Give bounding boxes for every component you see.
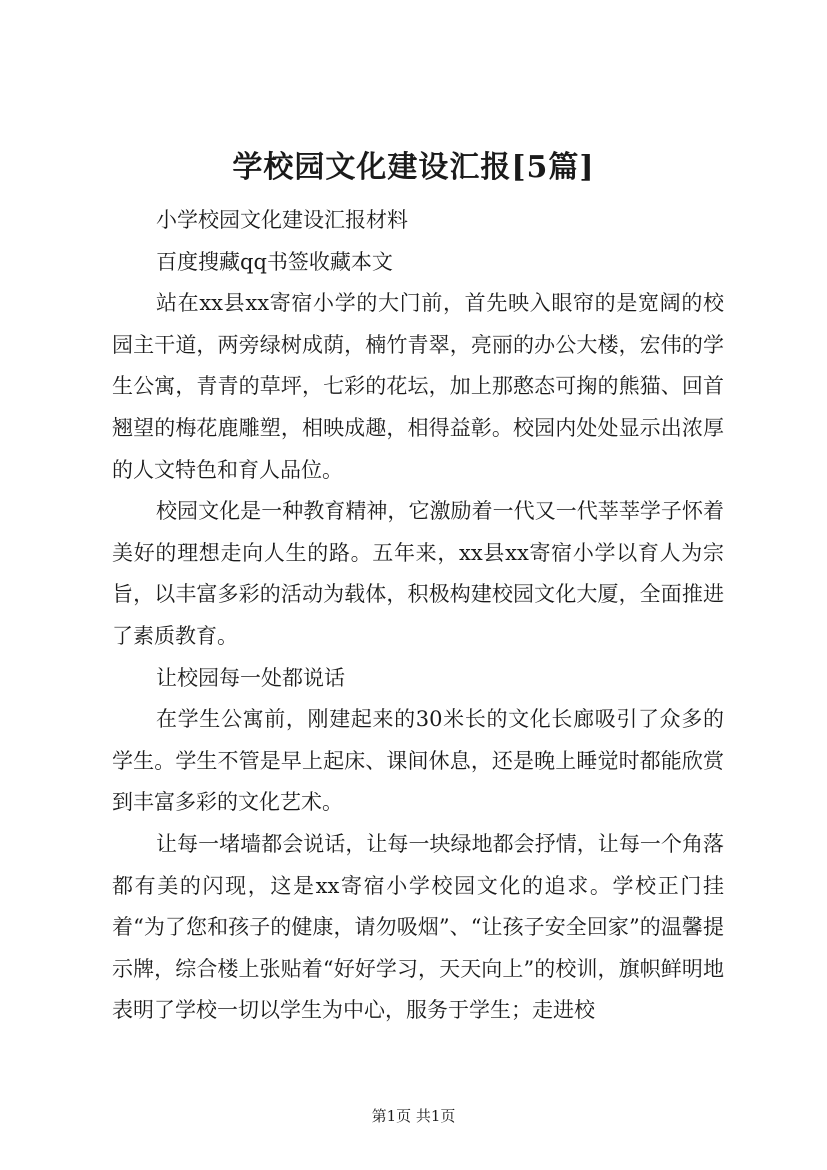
section-heading: 让校园每一处都说话 <box>156 665 345 690</box>
document-title: 学校园文化建设汇报[5篇] <box>232 150 595 185</box>
paragraph-subtitle: 小学校园文化建设汇报材料 <box>156 208 408 232</box>
page-footer: 第1页 共1页 <box>371 1107 456 1125</box>
paragraph-culture-corridor: 在学生公寓前，刚建起来的30米长的文化长廊吸引了众多的学生。学生不管是早上起床、课间休息，还是晚上睡觉时都能欣赏到丰富多彩的文化艺术。 <box>112 707 724 815</box>
document-body <box>112 200 724 1032</box>
paragraph-bookmark-note: 百度搜藏qq书签收藏本文 <box>156 249 393 274</box>
paragraph-school-gate: 站在xx县xx寄宿小学的大门前，首先映入眼帘的是宽阔的校园主干道，两旁绿树成荫，楠竹青翠，亮丽的办公大楼，宏伟的学生公寓，青青的草坪，七彩的花坛，加上那憨态可掬的熊猫、回首翘望的梅花鹿雕塑，相映成趣，相得益彰。校园内处处显示出浓厚的人文特色和育人品位。 <box>112 291 724 482</box>
paragraph-campus-culture: 校园文化是一种教育精神，它激励着一代又一代莘莘学子怀着美好的理想走向人生的路。五年来，xx县xx寄宿小学以育人为宗旨，以丰富多彩的活动为载体，积极构建校园文化大厦，全面推进了素质教育。 <box>112 499 724 648</box>
paragraph-every-wall: 让每一堵墙都会说话，让每一块绿地都会抒情，让每一个角落都有美的闪现，这是xx寄宿小学校园文化的追求。学校正门挂着“为了您和孩子的健康，请勿吸烟”、“让孩子安全回家”的温馨提示牌，综合楼上张贴着“好好学习，天天向上”的校训，旗帜鲜明地表明了学校一切以学生为中心，服务于学生；走进校 <box>112 831 724 1023</box>
